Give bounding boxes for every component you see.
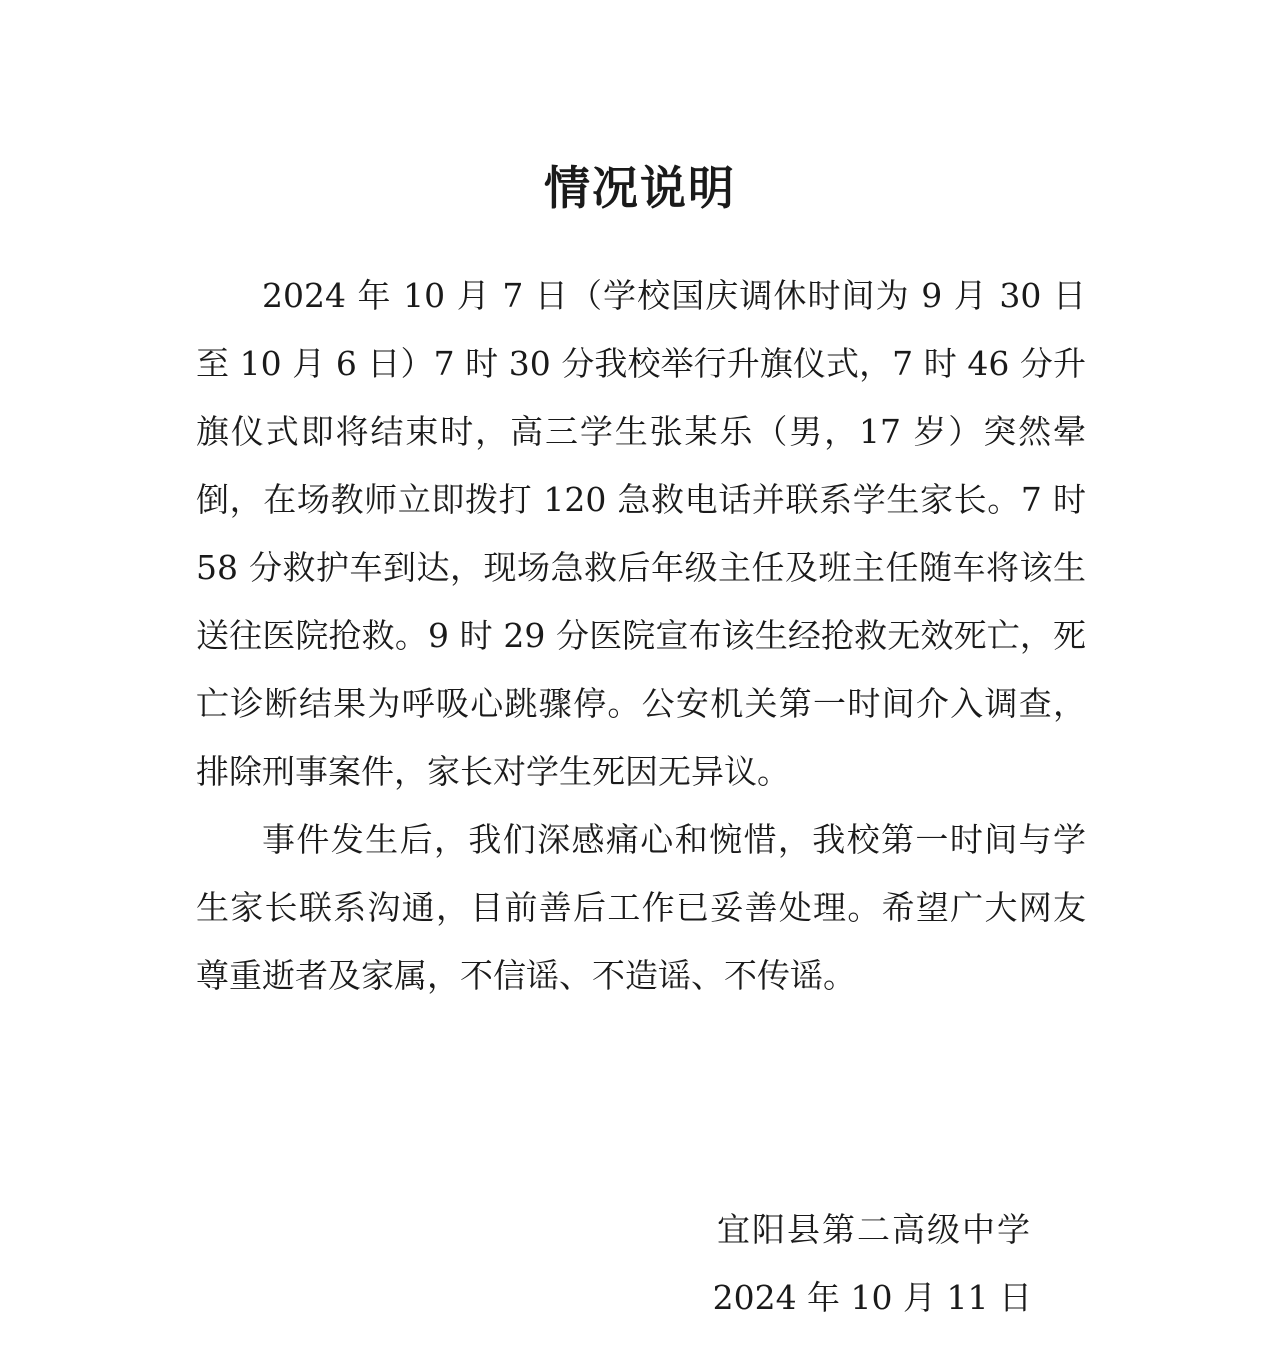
body-paragraph: 2024 年 10 月 7 日（学校国庆调休时间为 9 月 30 日至 10 月 6 日）7 时 30 分我校举行升旗仪式，7 时 46 分升旗仪式即将结束时，高三学生张某乐（男，17 岁）突然晕倒，在场教师立即拨打 120 急救电话并联系学生家长。7 时 58 分救护车到达，现场急救后年级主任及班主任随车将该生送往医院抢救。9 时 29 分医院宣布该生经抢救无效死亡，死亡诊断结果为呼吸心跳骤停。公安机关第一时间介入调查，排除刑事案件，家长对学生死因无异议。 (196, 276, 1086, 791)
signature-organization: 宜阳县第二高级中学 (717, 1210, 1032, 1249)
document-title: 情况说明 (544, 161, 736, 215)
document-body (196, 262, 1086, 1010)
body-paragraph: 事件发生后，我们深感痛心和惋惜，我校第一时间与学生家长联系沟通，目前善后工作已妥善处理。希望广大网友尊重逝者及家属，不信谣、不造谣、不传谣。 (196, 820, 1086, 995)
signature-date: 2024 年 10 月 11 日 (712, 1278, 1032, 1317)
